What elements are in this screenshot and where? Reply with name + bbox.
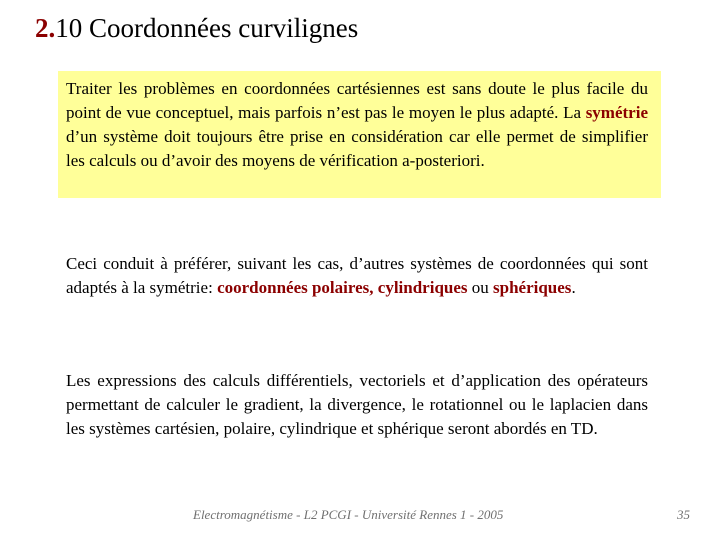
- slide-title: [35, 12, 358, 44]
- systems-text-c: .: [571, 278, 576, 297]
- systems-paragraph: [66, 252, 648, 300]
- spherical-term: sphériques: [493, 278, 572, 297]
- systems-text-a: Ceci conduit à préférer, suivant les cas, d’autres systèmes de coordonnées qui sont adaptés à la symétrie:: [66, 254, 648, 297]
- section-number: 2.: [35, 13, 56, 43]
- page-number: 35: [677, 507, 690, 522]
- calculus-paragraph: Les expressions des calculs différentiels, vectoriels et d’application des opérateurs permettant de calculer le gradient, la divergence, le rotationnel ou le laplacien dans les systèmes cartésien, polaire, cylindrique et sphérique seront abordés en TD.: [66, 371, 648, 438]
- title-text: Coordonnées curvilignes: [89, 13, 359, 43]
- footer-text: Electromagnétisme - L2 PCGI - Université Rennes 1 - 2005: [193, 507, 504, 522]
- polar-cylindrical-term: coordonnées polaires, cylindriques: [217, 278, 468, 297]
- intro-text-b: d’un système doit toujours être prise en considération car elle permet de simplifier les calculs ou d’avoir des moyens de vérification a-posteriori.: [66, 127, 648, 170]
- intro-text-a: Traiter les problèmes en coordonnées cartésiennes est sans doute le plus facile du point de vue conceptuel, mais parfois n’est pas le moyen le plus adapté. La: [66, 79, 648, 122]
- subsection-number: 10: [55, 13, 83, 43]
- intro-paragraph: [66, 77, 648, 173]
- systems-text-b: ou: [467, 278, 494, 297]
- symmetry-term: symétrie: [585, 103, 648, 122]
